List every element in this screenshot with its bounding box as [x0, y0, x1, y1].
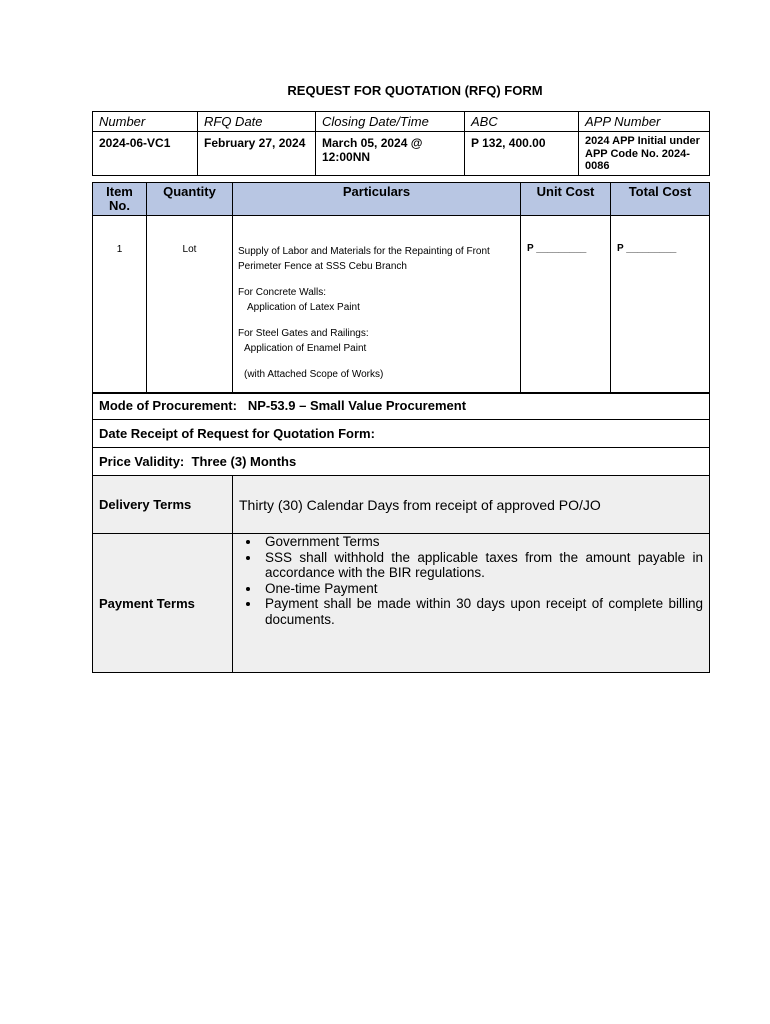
col-unit-cost: Unit Cost	[521, 183, 611, 216]
unit-cost-field: P _________	[521, 216, 611, 394]
list-item: • Payment shall be made within 30 days upon receipt of complete billing documents.	[261, 596, 703, 627]
item-description: Supply of Labor and Materials for the Repainting of Front Perimeter Fence at SSS Cebu Branch	[238, 246, 490, 272]
col-item-no: Item No.	[93, 183, 147, 216]
steel-gates-block	[238, 326, 516, 356]
date-receipt: Date Receipt of Request for Quotation Form:	[93, 420, 710, 448]
items-table	[92, 182, 710, 394]
price-validity	[93, 448, 710, 476]
rfq-number: 2024-06-VC1	[93, 132, 198, 176]
label-closing: Closing Date/Time	[316, 112, 465, 132]
total-cost-field: P _________	[611, 216, 710, 394]
payment-label: Payment Terms	[93, 534, 233, 673]
form-title: REQUEST FOR QUOTATION (RFQ) FORM	[287, 83, 543, 98]
label-abc: ABC	[465, 112, 579, 132]
item-particulars	[233, 216, 521, 394]
rfq-header-table	[92, 111, 710, 176]
col-particulars: Particulars	[233, 183, 521, 216]
mode-value: NP-53.9 – Small Value Procurement	[247, 398, 467, 413]
header-values-row	[93, 132, 710, 176]
delivery-label: Delivery Terms	[93, 476, 233, 534]
delivery-row	[93, 476, 710, 534]
label-rfq-date: RFQ Date	[198, 112, 316, 132]
terms-table	[92, 392, 710, 673]
label-app-number: APP Number	[579, 112, 710, 132]
price-validity-label: Price Validity:	[99, 453, 185, 469]
label-number: Number	[93, 112, 198, 132]
list-item: • SSS shall withhold the applicable taxes from the amount payable in accordance with the BIR regulations.	[261, 550, 703, 581]
abc-amount: P 132, 400.00	[465, 132, 579, 176]
price-validity-value: Three (3) Months	[191, 453, 297, 469]
col-quantity: Quantity	[147, 183, 233, 216]
steel-heading: For Steel Gates and Railings:	[238, 328, 369, 339]
scope-note	[238, 367, 516, 382]
payment-terms-list-cell	[233, 534, 710, 673]
delivery-value: Thirty (30) Calendar Days from receipt of approved PO/JO	[233, 476, 710, 534]
date-receipt-row	[93, 420, 710, 448]
item-quantity: Lot	[147, 216, 233, 394]
mode-row	[93, 393, 710, 420]
table-row	[93, 216, 710, 394]
list-item: • One-time Payment	[261, 581, 703, 597]
items-header-row	[93, 183, 710, 216]
list-item: • Government Terms	[261, 534, 703, 550]
scope-note-text: (with Attached Scope of Works)	[244, 369, 384, 380]
app-number: 2024 APP Initial under APP Code No. 2024-0086	[579, 132, 710, 176]
closing-date: March 05, 2024 @ 12:00NN	[316, 132, 465, 176]
header-labels-row	[93, 112, 710, 132]
steel-item: Application of Enamel Paint	[244, 343, 367, 354]
mode-of-procurement	[93, 393, 710, 420]
concrete-heading: For Concrete Walls:	[238, 287, 326, 298]
mode-label: Mode of Procurement:	[99, 398, 237, 413]
payment-row	[93, 534, 710, 673]
concrete-item: Application of Latex Paint	[247, 302, 360, 313]
payment-terms-list	[239, 534, 703, 627]
concrete-walls-block	[238, 285, 516, 315]
col-total-cost: Total Cost	[611, 183, 710, 216]
price-validity-row	[93, 448, 710, 476]
item-number: 1	[93, 216, 147, 394]
rfq-date: February 27, 2024	[198, 132, 316, 176]
